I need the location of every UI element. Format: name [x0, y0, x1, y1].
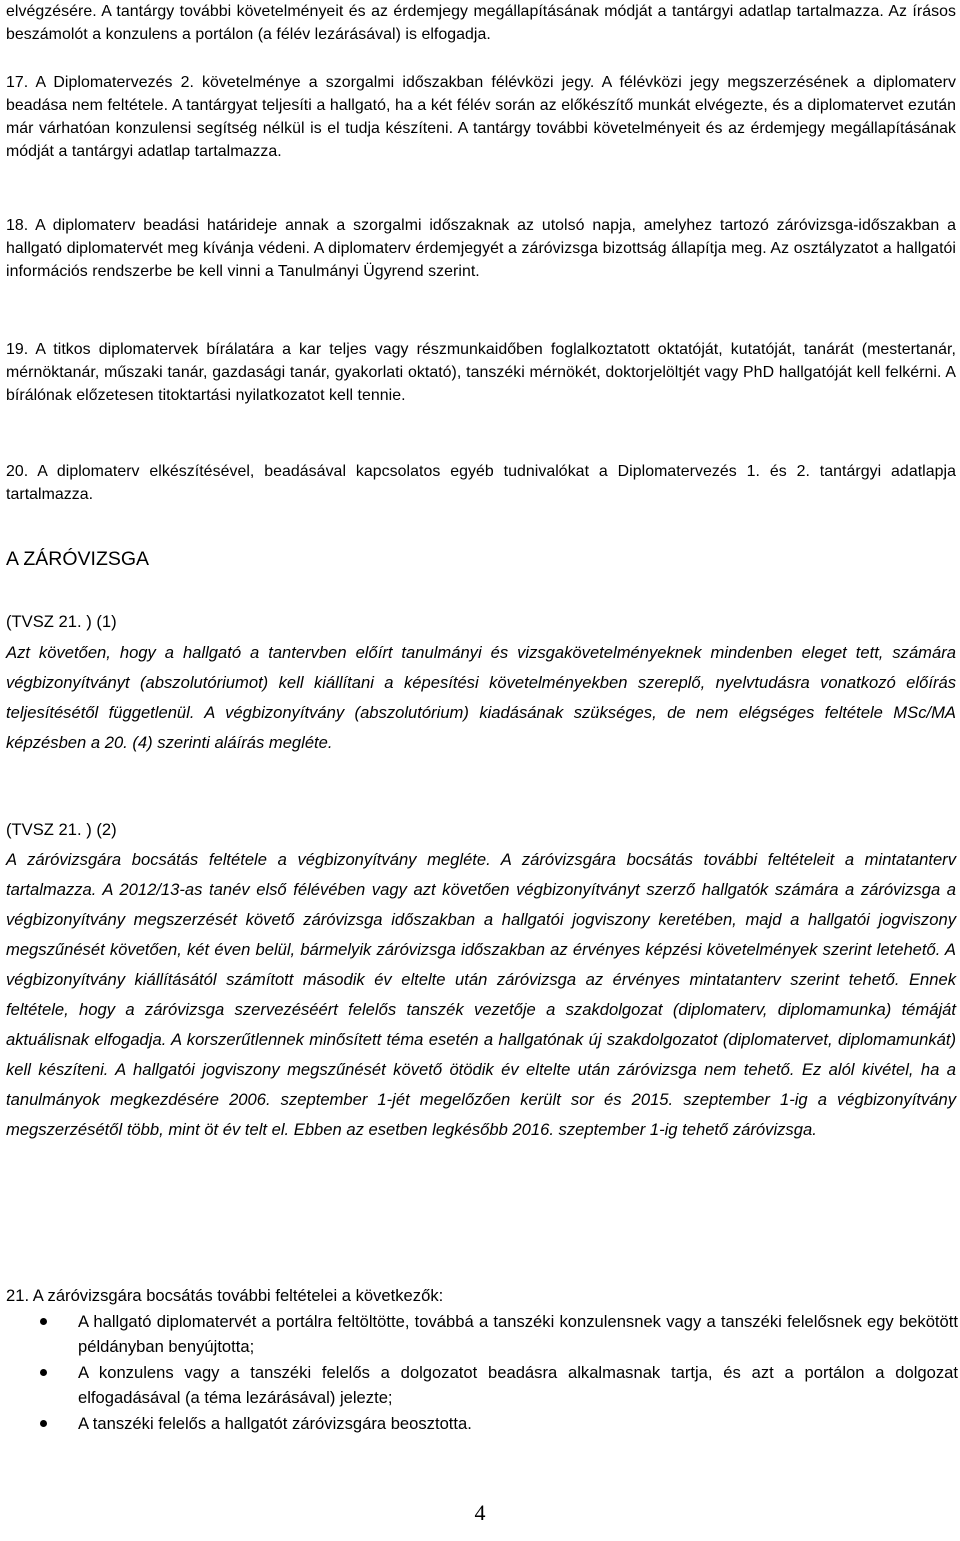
conditions-list [0, 1309, 958, 1437]
paragraph-19: 19. A titkos diplomatervek bírálatára a kar teljes vagy részmunkaidőben foglalkoztatott oktatóját, kutatóját, tanárát (mestertanár, mérnöktanár, műszaki tanár, gazdasági tanár, gyakorlati oktató), tanszéki mérnökét, doktorjelöltjét vagy PhD hallgatóját kell felkérni. A bírálónak előzetesen titoktartási nyilatkozatot kell tennie. [6, 341, 956, 404]
paragraph-21: 21. A záróvizsgára bocsátás további feltételei a következők: [6, 1286, 444, 1305]
paragraph-continuation: elvégzésére. A tantárgy további követelményeit és az érdemjegy megállapításának módját a tantárgyi adatlap tartalmazza. Az írásos beszámolót a konzulens a portálon (a félév lezárásával) is elfogadja. [6, 3, 956, 43]
quote-tvsz-21-1: Azt követően, hogy a hallgató a tantervben előírt tanulmányi és vizsgakövetelményeknek mindenben eleget tett, számára végbizonyítványt (abszolutóriumot) kell kiállítani a képesítési követelményekben szereplő, nyelvtudásra vonatkozó előírás teljesítésétől függetlenül. A végbizonyítvány (abszolutórium) kiadásának szükséges, de nem elégséges feltétele MSc/MA képzésben a 20. (4) szerinti aláírás megléte. [6, 643, 956, 752]
tvsz-reference-2: (TVSZ 21. ) (2) [6, 820, 117, 839]
list-item: A tanszéki felelős a hallgatót záróvizsgára beosztotta. [0, 1411, 958, 1436]
list-item: A konzulens vagy a tanszéki felelős a dolgozatot beadásra alkalmasnak tartja, és azt a portálon a dolgozat elfogadásával (a téma lezárásával) jelezte; [0, 1360, 958, 1410]
paragraph-20: 20. A diplomaterv elkészítésével, beadásával kapcsolatos egyéb tudnivalókat a Diplomatervezés 1. és 2. tantárgyi adatlapja tartalmazza. [6, 463, 956, 503]
page-number: 4 [474, 1500, 486, 1525]
tvsz-reference-1: (TVSZ 21. ) (1) [6, 612, 117, 631]
paragraph-17: 17. A Diplomatervezés 2. követelménye a szorgalmi időszakban félévközi jegy. A félévközi jegy megszerzésének a diplomaterv beadása nem feltétele. A tantárgyat teljesíti a hallgató, ha a két félév során az előkészítő munkát elvégezte, és a diplomatervet ezután már várhatóan konzulensi segítség nélkül is el tudja készíteni. A tantárgy további követelményeit és az érdemjegy megállapításának módját a tantárgyi adatlap tartalmazza. [6, 74, 956, 160]
quote-tvsz-21-2: A záróvizsgára bocsátás feltétele a végbizonyítvány megléte. A záróvizsgára bocsátás további feltételeit a mintatanterv tartalmazza. A 2012/13-as tanév első félévében vagy azt követően végbizonyítványt szerző hallgatók számára a záróvizsga a végbizonyítvány megszerzését követő záróvizsga időszakban a hallgatói jogviszony keretében, majd a hallgatói jogviszony megszűnését követően, két éven belül, bármelyik záróvizsga időszakban az érvényes képzési követelmények szerint letehető. A végbizonyítvány kiállításától számított második év eltelte után záróvizsga az érvényes mintatanterv szerint tehető. Ennek feltétele, hogy a záróvizsga szervezéséért felelős tanszék vezetője a szakdolgozat (diplomaterv, diplomamunka) témáját aktuálisnak elfogadja. A korszerűtlennek minősített téma esetén a hallgatónak új szakdolgozatot (diplomatervet, diplomamunkát) kell készíteni. A hallgatói jogviszony megszűnését követő ötödik év eltelte után záróvizsga nem tehető. Ez alól kivétel, ha a tanulmányok megkezdésére 2006. szeptember 1-jét megelőzően került sor és 2015. szeptember 1-ig a végbizonyítvány megszerzésétől több, mint öt év telt el. Ebben az esetben legkésőbb 2016. szeptember 1-ig tehető záróvizsga. [6, 850, 956, 1139]
paragraph-18: 18. A diplomaterv beadási határideje annak a szorgalmi időszaknak az utolsó napja, amelyhez tartozó záróvizsga-időszakban a hallgató diplomatervét meg kívánja védeni. A diplomaterv érdemjegyét a záróvizsga bizottság állapítja meg. Az osztályzatot a hallgatói információs rendszerbe be kell vinni a Tanulmányi Ügyrend szerint. [6, 217, 956, 280]
section-heading: A ZÁRÓVIZSGA [6, 548, 150, 570]
list-item: A hallgató diplomatervét a portálra feltöltötte, továbbá a tanszéki konzulensnek vagy a tanszéki felelősnek egy bekötött példányban benyújtotta; [0, 1309, 958, 1359]
